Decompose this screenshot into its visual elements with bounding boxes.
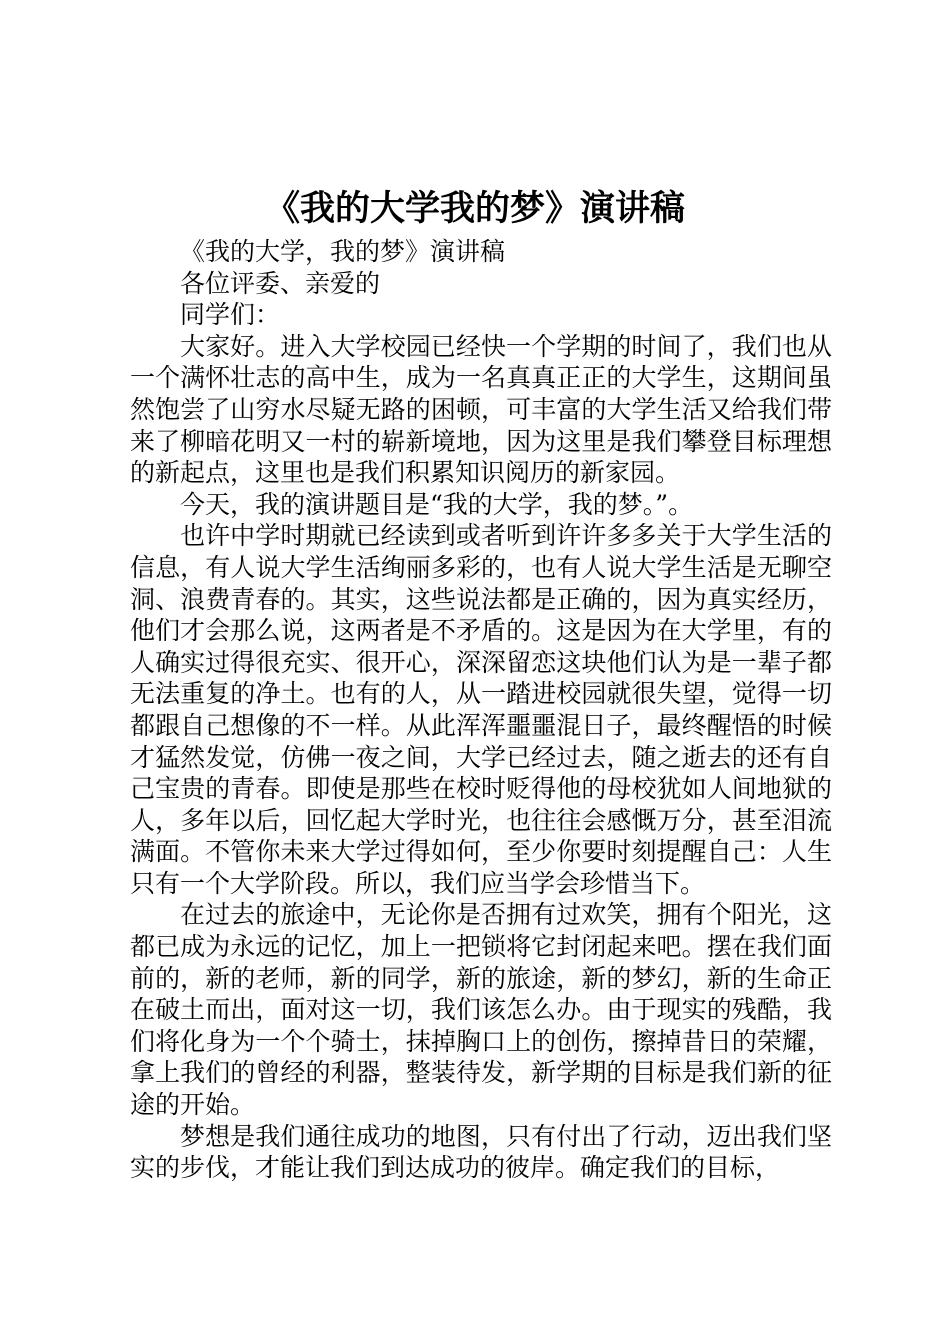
paragraph-salutation-2: 同学们： [180, 300, 281, 330]
paragraph: 大家好。进入大学校园已经快一个学期的时间了，我们也从一个满怀壮志的高中生，成为一名真真正正的大学生，这期间虽然饱尝了山穷水尽疑无路的困顿，可丰富的大学生活又给我们带来了柳暗花明又一村的崭新境地，因为这里是我们攀登目标理想的新起点，这里也是我们积累知识阅历的新家园。 [130, 331, 832, 488]
paragraph: 也许中学时期就已经读到或者听到许许多多关于大学生活的信息，有人说大学生活绚丽多彩的，也有人说大学生活是无聊空洞、浪费青春的。其实，这些说法都是正确的，因为真实经历，他们才会那么说，这两者是不矛盾的。这是因为在大学里，有的人确实过得很充实、很开心，深深留恋这块他们认为是一辈子都无法重复的净土。也有的人，从一踏进校园就很失望，觉得一切都跟自己想像的不一样。从此浑浑噩噩混日子，最终醒悟的时候才猛然发觉，仿佛一夜之间，大学已经过去，随之逝去的还有自己宝贵的青春。即使是那些在校时贬得他的母校犹如人间地狱的人，多年以后，回忆起大学时光，也往往会感慨万分，甚至泪流满面。不管你未来大学过得如何，至少你要时刻提醒自己：人生只有一个大学阶段。所以，我们应当学会珍惜当下。 [130, 521, 832, 898]
paragraph: 今天，我的演讲题目是“我的大学，我的梦。”。 [180, 489, 694, 519]
document-title: 《我的大学我的梦》演讲稿 [264, 188, 685, 229]
paragraph: 梦想是我们通往成功的地图，只有付出了行动，迈出我们坚实的步伐，才能让我们到达成功的彼岸。确定我们的目标， [130, 1121, 832, 1183]
paragraph: 在过去的旅途中，无论你是否拥有过欢笑，拥有个阳光，这都已成为永远的记忆，加上一把锁将它封闭起来吧。摆在我们面前的，新的老师，新的同学，新的旅途，新的梦幻，新的生命正在破土而出，面对这一切，我们该怎么办。由于现实的残酷，我们将化身为一个个骑士，抹掉胸口上的创伤，擦掉昔日的荣耀，拿上我们的曾经的利器，整装待发，新学期的目标是我们新的征途的开始。 [130, 900, 832, 1120]
paragraph-salutation-1: 各位评委、亲爱的 [180, 268, 381, 298]
document-body [130, 236, 832, 1184]
paragraph-subtitle: 《我的大学，我的梦》演讲稿 [180, 237, 506, 266]
